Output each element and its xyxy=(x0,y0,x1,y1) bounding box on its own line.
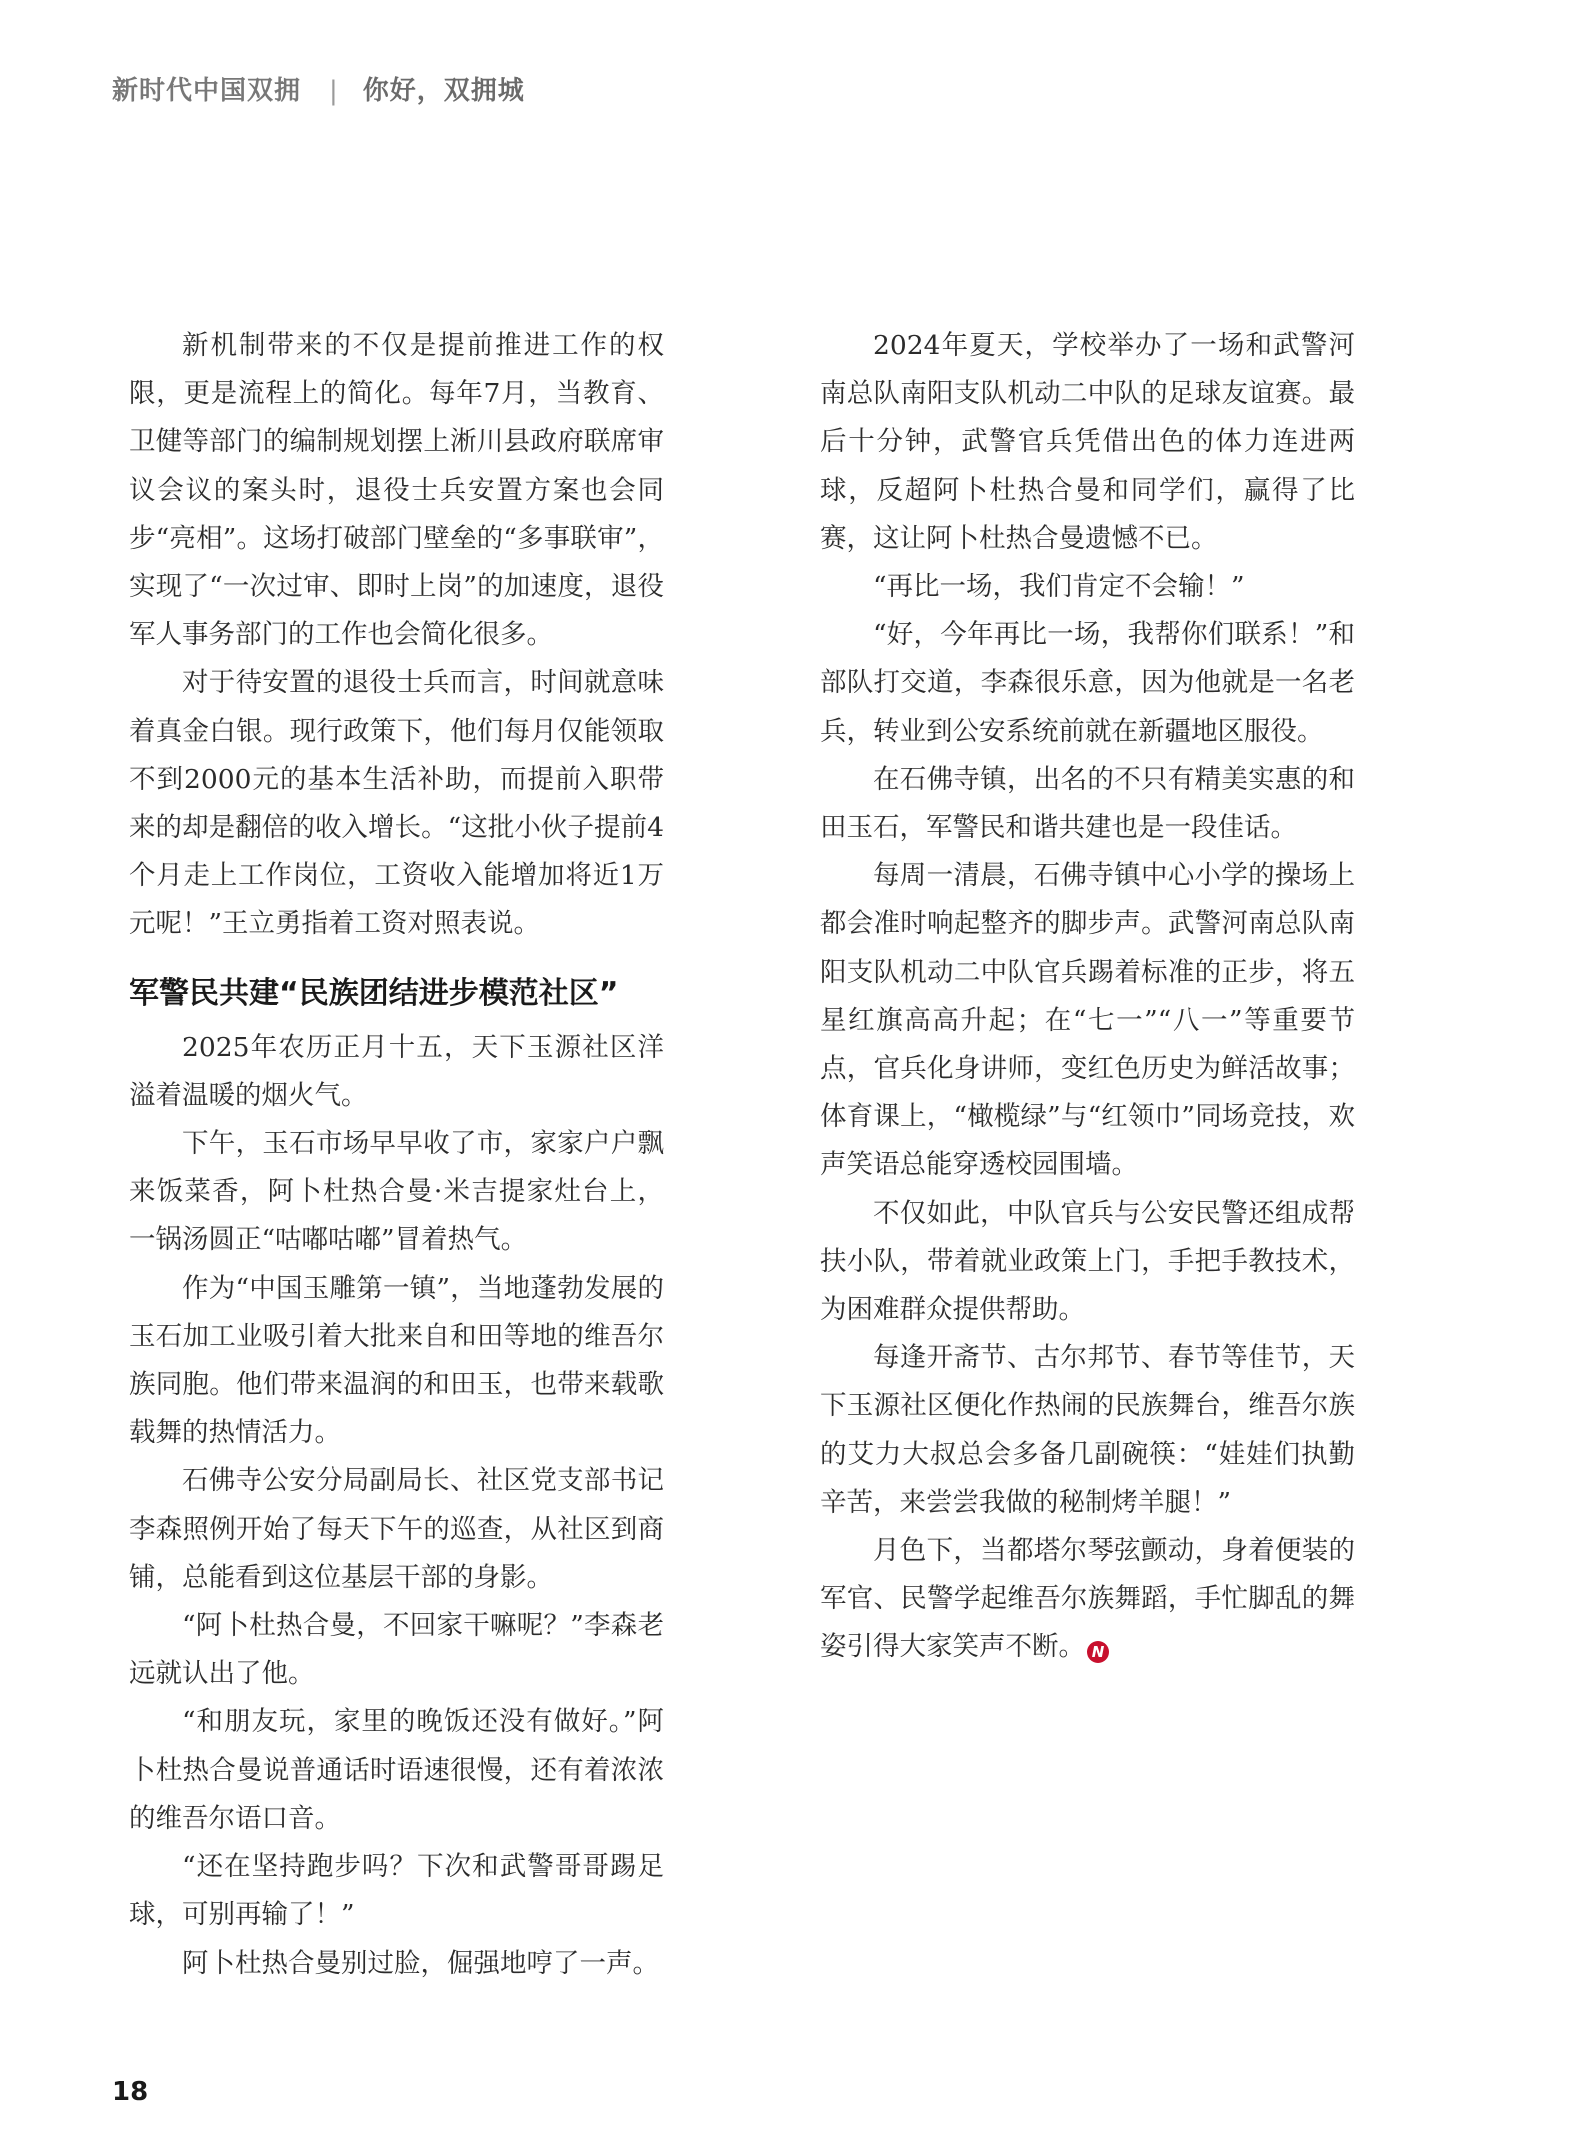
paragraph: 新机制带来的不仅是提前推进工作的权限，更是流程上的简化。每年7月，当教育、卫健等部门的编制规划摆上淅川县政府联席审议会议的案头时，退役士兵安置方案也会同步“亮相”。这场打破部门壁垒的“多事联审”，实现了“一次过审、即时上岗”的加速度，退役军人事务部门的工作也会简化很多。 xyxy=(129,330,664,651)
right-column xyxy=(820,322,1355,1672)
paragraph: 2025年农历正月十五，天下玉源社区洋溢着温暖的烟火气。 xyxy=(129,1031,664,1111)
paragraph: 2024年夏天，学校举办了一场和武警河南总队南阳支队机动二中队的足球友谊赛。最后十分钟，武警官兵凭借出色的体力连进两球，反超阿卜杜热合曼和同学们，赢得了比赛，这让阿卜杜热合曼遗憾不已。 xyxy=(820,330,1355,554)
paragraph: 不仅如此，中队官兵与公安民警还组成帮扶小队，带着就业政策上门，手把手教技术，为困难群众提供帮助。 xyxy=(820,1197,1355,1326)
end-mark-icon: N xyxy=(1087,1641,1109,1663)
header-separator: | xyxy=(329,76,339,106)
paragraph: “好，今年再比一场，我帮你们联系！”和部队打交道，李森很乐意，因为他就是一名老兵，转业到公安系统前就在新疆地区服役。 xyxy=(820,619,1355,747)
final-paragraph xyxy=(820,1527,1355,1672)
page-number: 18 xyxy=(112,2077,149,2107)
paragraph: “再比一场，我们肯定不会输！” xyxy=(873,571,1245,603)
paragraph: 每逢开斋节、古尔邦节、春节等佳节，天下玉源社区便化作热闹的民族舞台，维吾尔族的艾力大叔总会多备几副碗筷：“娃娃们执勤辛苦，来尝尝我做的秘制烤羊腿！” xyxy=(820,1342,1355,1518)
paragraph: “和朋友玩，家里的晚饭还没有做好。”阿卜杜热合曼说普通话时语速很慢，还有着浓浓的维吾尔语口音。 xyxy=(129,1706,664,1834)
paragraph: 阿卜杜热合曼别过脸，倔强地哼了一声。 xyxy=(182,1947,659,1979)
paragraph: 每周一清晨，石佛寺镇中心小学的操场上都会准时响起整齐的脚步声。武警河南总队南阳支队机动二中队官兵踢着标准的正步，将五星红旗高高升起；在“七一”“八一”等重要节点，官兵化身讲师，变红色历史为鲜活故事；体育课上，“橄榄绿”与“红领巾”同场竞技，欢声笑语总能穿透校园围墙。 xyxy=(820,860,1355,1181)
section-heading: 军警民共建“民族团结进步模范社区” xyxy=(129,975,619,1011)
section-title: 你好，双拥城 xyxy=(362,76,525,106)
running-header xyxy=(112,70,525,107)
publication-name: 新时代中国双拥 xyxy=(112,76,302,106)
final-paragraph-text: 月色下，当都塔尔琴弦颤动，身着便装的军官、民警学起维吾尔族舞蹈，手忙脚乱的舞姿引得大家笑声不断。 xyxy=(820,1535,1355,1663)
paragraph: 作为“中国玉雕第一镇”，当地蓬勃发展的玉石加工业吸引着大批来自和田等地的维吾尔族同胞。他们带来温润的和田玉，也带来载歌载舞的热情活力。 xyxy=(129,1272,664,1449)
paragraph: “还在坚持跑步吗？下次和武警哥哥踢足球，可别再输了！” xyxy=(129,1851,664,1931)
paragraph: 在石佛寺镇，出名的不只有精美实惠的和田玉石，军警民和谐共建也是一段佳话。 xyxy=(820,763,1355,844)
paragraph: “阿卜杜热合曼，不回家干嘛呢？”李森老远就认出了他。 xyxy=(129,1610,664,1690)
paragraph: 对于待安置的退役士兵而言，时间就意味着真金白银。现行政策下，他们每月仅能领取不到2000元的基本生活补助，而提前入职带来的却是翻倍的收入增长。“这批小伙子提前4个月走上工作岗位，工资收入能增加将近1万元呢！”王立勇指着工资对照表说。 xyxy=(129,667,664,940)
left-column xyxy=(129,322,664,1988)
paragraph: 下午，玉石市场早早收了市，家家户户飘来饭菜香，阿卜杜热合曼·米吉提家灶台上，一锅汤圆正“咕嘟咕嘟”冒着热气。 xyxy=(129,1128,664,1256)
paragraph: 石佛寺公安分局副局长、社区党支部书记李森照例开始了每天下午的巡查，从社区到商铺，总能看到这位基层干部的身影。 xyxy=(129,1465,664,1593)
